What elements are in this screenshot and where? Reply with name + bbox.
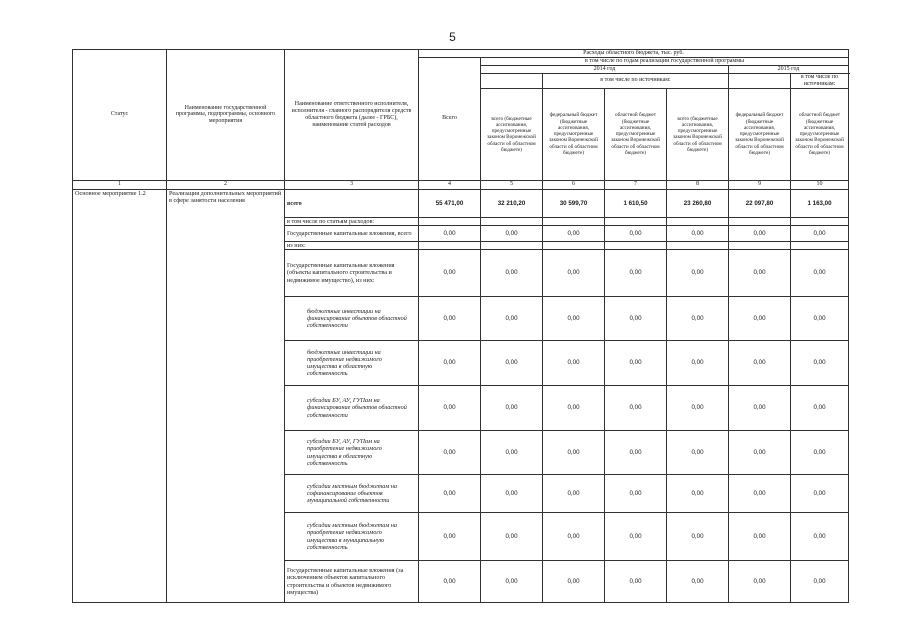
value-cell: 0,00 (791, 225, 849, 241)
value-cell: 0,00 (791, 386, 849, 431)
page-number: 5 (449, 30, 456, 44)
column-number: 10 (791, 180, 849, 189)
value-cell: 0,00 (419, 341, 481, 386)
value-cell: 0,00 (729, 513, 791, 561)
column-number: 5 (481, 180, 543, 189)
status-cell: Основное мероприятие 1.2 (73, 189, 167, 602)
value-cell: 0,00 (791, 561, 849, 603)
value-cell: 0,00 (605, 297, 667, 341)
value-cell: 0,00 (481, 513, 543, 561)
value-cell: 0,00 (729, 561, 791, 603)
value-cell: 0,00 (481, 475, 543, 513)
value-cell: 23 260,80 (667, 189, 729, 217)
value-cell: 0,00 (729, 475, 791, 513)
value-cell: 0,00 (543, 225, 605, 241)
header-expenses: Расходы областного бюджета, тыс. руб. (419, 50, 849, 58)
column-number-row (73, 180, 849, 189)
row-label: субсидии БУ, АУ, ГУПам на финансирование объектов областной собственности (285, 386, 419, 431)
row-label: из них: (285, 241, 419, 249)
value-cell: 0,00 (543, 297, 605, 341)
header-status: Статус (73, 50, 167, 181)
header-executor: Наименование ответственного исполнителя, исполнителя - главного распорядителя средств областного бюджета (далее - ГРБС), наименование статей расходов (285, 50, 419, 181)
value-cell: 0,00 (543, 250, 605, 297)
value-cell: 0,00 (481, 250, 543, 297)
value-cell: 0,00 (667, 513, 729, 561)
header-regional-2014: областной бюджет (бюджетные ассигнования, предусмотренные законом Воронежской области об областном бюджете) (605, 88, 667, 180)
header-by-sources-2014: в том числе по источникам: (543, 74, 729, 89)
value-cell: 0,00 (605, 475, 667, 513)
row-label: бюджетные инвестиции на приобретение недвижимого имущества в областную собственность (285, 341, 419, 386)
value-cell: 0,00 (791, 341, 849, 386)
row-label: в том числе по статьям расходов: (285, 217, 419, 225)
value-cell: 0,00 (481, 386, 543, 431)
header-total: Всего (419, 58, 481, 181)
header-year-2015: 2015 год (729, 66, 849, 74)
value-cell: 0,00 (605, 225, 667, 241)
column-number: 1 (73, 180, 167, 189)
header-by-years: в том числе по годам реализации государственной программы (481, 58, 849, 66)
value-cell: 1 610,50 (605, 189, 667, 217)
value-cell: 0,00 (729, 297, 791, 341)
column-number: 2 (167, 180, 285, 189)
column-number: 4 (419, 180, 481, 189)
budget-table (72, 49, 849, 603)
value-cell: 1 163,00 (791, 189, 849, 217)
header-year-2014: 2014 год (481, 66, 729, 74)
column-number: 8 (667, 180, 729, 189)
column-number: 9 (729, 180, 791, 189)
value-cell: 55 471,00 (419, 189, 481, 217)
header-by-sources-2015: в том числе по источникам: (791, 74, 849, 89)
value-cell: 0,00 (481, 561, 543, 603)
value-cell: 0,00 (791, 475, 849, 513)
row-label: Государственные капитальные вложения (объекты капитального строительства и недвижимое имущество), из них: (285, 250, 419, 297)
value-cell: 0,00 (667, 297, 729, 341)
value-cell: 0,00 (419, 297, 481, 341)
value-cell: 0,00 (729, 250, 791, 297)
value-cell: 0,00 (667, 225, 729, 241)
value-cell: 0,00 (667, 475, 729, 513)
value-cell: 0,00 (481, 225, 543, 241)
row-label: субсидии местным бюджетам на софинансирование объектов муниципальной собственности (285, 475, 419, 513)
value-cell: 0,00 (543, 561, 605, 603)
column-number: 6 (543, 180, 605, 189)
value-cell: 0,00 (729, 341, 791, 386)
value-cell: 0,00 (791, 250, 849, 297)
value-cell: 0,00 (419, 431, 481, 475)
header-all-assign-2014: всего (бюджетные ассигнования, предусмотренные законом Воронежской области об областном бюджете) (481, 88, 543, 180)
row-label: бюджетные инвестиции на финансирование объектов областной собственности (285, 297, 419, 341)
value-cell: 0,00 (543, 386, 605, 431)
value-cell: 0,00 (419, 250, 481, 297)
program-cell: Реализация дополнительных мероприятий в сфере занятости населения (167, 189, 285, 602)
value-cell: 32 210,20 (481, 189, 543, 217)
row-label: субсидии БУ, АУ, ГУПам на приобретение недвижимого имущества в областную собственность (285, 431, 419, 475)
header-program-name: Наименование государственной программы, подпрограммы, основного мероприятия (167, 50, 285, 181)
value-cell: 0,00 (605, 513, 667, 561)
value-cell: 0,00 (605, 561, 667, 603)
value-cell: 0,00 (419, 225, 481, 241)
value-cell: 0,00 (605, 431, 667, 475)
row-label: Государственные капитальные вложения, всего (285, 225, 419, 241)
value-cell: 0,00 (667, 341, 729, 386)
column-number: 7 (605, 180, 667, 189)
value-cell: 0,00 (791, 431, 849, 475)
value-cell: 0,00 (605, 386, 667, 431)
value-cell: 0,00 (543, 475, 605, 513)
value-cell: 0,00 (481, 431, 543, 475)
row-label: всего (285, 189, 419, 217)
table-row (73, 189, 849, 217)
header-regional-2015: областной бюджет (бюджетные ассигнования, предусмотренные законом Воронежской области об областном бюджете) (791, 88, 849, 180)
value-cell: 0,00 (419, 386, 481, 431)
value-cell: 0,00 (419, 561, 481, 603)
row-label: Государственные капитальные вложения (за исключением объектов капитального строительства и объектов недвижимого имущества) (285, 561, 419, 603)
value-cell: 0,00 (543, 513, 605, 561)
header-federal-2015: федеральный бюджет (бюджетные ассигнования, предусмотренные законом Воронежской области об областном бюджете) (729, 88, 791, 180)
value-cell: 0,00 (729, 225, 791, 241)
value-cell: 0,00 (791, 513, 849, 561)
value-cell: 0,00 (729, 431, 791, 475)
value-cell: 0,00 (419, 513, 481, 561)
header-all-assign-2015: всего (бюджетные ассигнования, предусмотренные законом Воронежской области об областном бюджете) (667, 88, 729, 180)
value-cell: 0,00 (667, 386, 729, 431)
value-cell: 0,00 (543, 431, 605, 475)
value-cell: 0,00 (481, 341, 543, 386)
value-cell: 0,00 (729, 386, 791, 431)
value-cell: 0,00 (791, 297, 849, 341)
row-label: субсидии местным бюджетам на приобретение недвижимого имущества в муниципальную собственность (285, 513, 419, 561)
value-cell: 30 599,70 (543, 189, 605, 217)
value-cell: 0,00 (667, 561, 729, 603)
value-cell: 0,00 (419, 475, 481, 513)
column-number: 3 (285, 180, 419, 189)
value-cell: 0,00 (667, 250, 729, 297)
value-cell: 0,00 (667, 431, 729, 475)
value-cell: 0,00 (481, 297, 543, 341)
value-cell: 0,00 (605, 250, 667, 297)
header-federal-2014: федеральный бюджет (бюджетные ассигнования, предусмотренные законом Воронежской области об областном бюджете) (543, 88, 605, 180)
value-cell: 0,00 (543, 341, 605, 386)
value-cell: 22 097,80 (729, 189, 791, 217)
value-cell: 0,00 (605, 341, 667, 386)
